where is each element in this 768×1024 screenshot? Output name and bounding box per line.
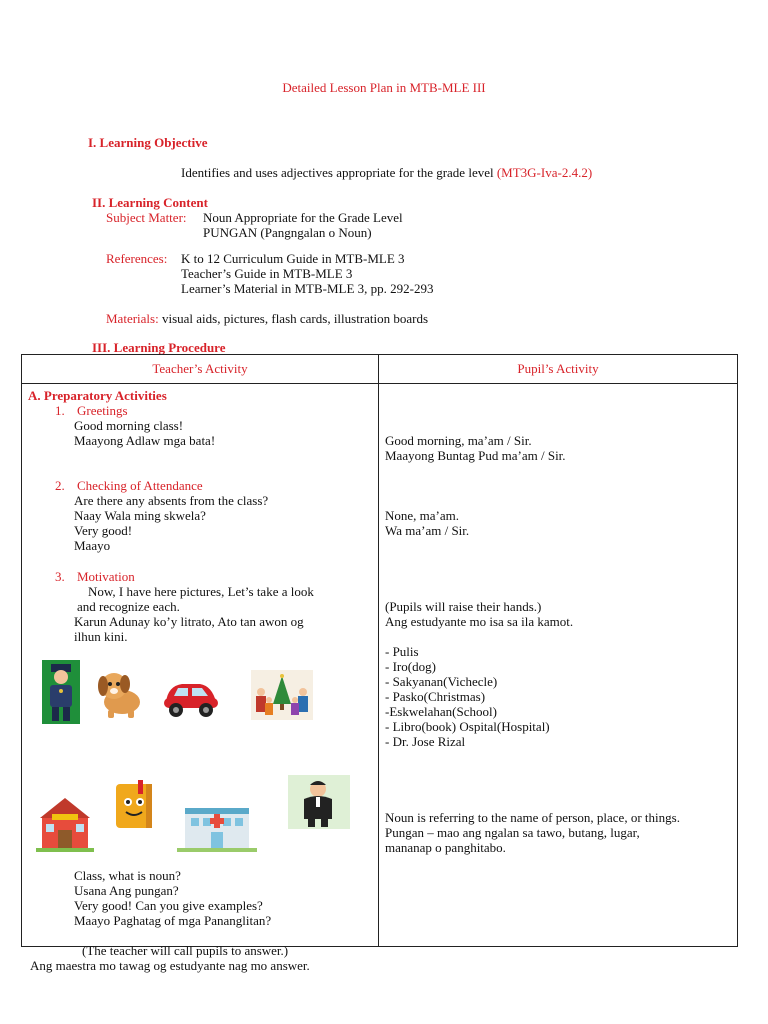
pupil-line: Ang estudyante mo isa sa ila kamot. (385, 614, 574, 629)
pupil-list-item: - Pulis (385, 644, 419, 659)
teacher-line: and recognize each. (77, 599, 180, 614)
materials-line (106, 311, 428, 326)
reference-line: Learner’s Material in MTB-MLE 3, pp. 292-293 (181, 281, 434, 296)
teacher-line: Maayong Adlaw mga bata! (74, 433, 216, 448)
pupil-activity-cell (379, 384, 738, 947)
subject-label: Subject Matter: (106, 210, 187, 225)
objective-heading: I. Learning Objective (88, 135, 208, 150)
motivation-label: Motivation (77, 569, 135, 584)
objective-code: (MT3G-Iva-2.4.2) (496, 165, 593, 180)
dog-picture (92, 666, 148, 720)
pupil-line: mananap o panghitabo. (385, 840, 506, 855)
pupil-column-header: Pupil’s Activity (379, 355, 738, 384)
reference-line: Teacher’s Guide in MTB-MLE 3 (181, 266, 353, 281)
teacher-line: Very good! Can you give examples? (74, 898, 263, 913)
subject-line: Noun Appropriate for the Grade Level (203, 210, 403, 225)
attendance-number: 2. (55, 478, 65, 493)
teacher-line: Are there any absents from the class? (74, 493, 269, 508)
pupil-line: Noun is referring to the name of person, place, or things. (385, 810, 680, 825)
school-picture (36, 796, 94, 852)
teacher-activity-cell (22, 384, 379, 973)
pupil-list-item: - Sakyanan(Vichecle) (385, 674, 498, 689)
pupil-list-item: - Pasko(Christmas) (385, 689, 486, 704)
procedure-table (21, 354, 738, 973)
objective-line (181, 165, 592, 180)
objective-text: Identifies and uses adjectives appropriate for the grade level (181, 165, 497, 180)
materials-label: Materials: (106, 311, 159, 326)
greetings-number: 1. (55, 403, 65, 418)
content-heading: II. Learning Content (92, 195, 208, 210)
teacher-line: Maayo (74, 538, 111, 553)
teacher-line: Naay Wala ming skwela? (74, 508, 206, 523)
pupil-list-item: - Iro(dog) (385, 659, 436, 674)
procedure-heading: III. Learning Procedure (92, 340, 226, 355)
police-officer-picture (42, 660, 80, 724)
pupil-line: (Pupils will raise their hands.) (385, 599, 542, 614)
materials-text: visual aids, pictures, flash cards, illustration boards (161, 311, 429, 326)
attendance-label: Checking of Attendance (77, 478, 203, 493)
pupil-list-item: -Eskwelahan(School) (385, 704, 497, 719)
red-car-picture (160, 674, 220, 718)
jose-rizal-picture (288, 775, 350, 829)
pupil-line: Maayong Buntag Pud ma’am / Sir. (385, 448, 566, 463)
teacher-line: Now, I have here pictures, Let’s take a look (88, 584, 314, 599)
subject-line: PUNGAN (Pangngalan o Noun) (203, 225, 372, 240)
pupil-list-item: - Libro(book) Ospital(Hospital) (385, 719, 550, 734)
teacher-line: Good morning class! (74, 418, 184, 433)
teacher-line: Very good! (74, 523, 133, 538)
pupil-list-item: - Dr. Jose Rizal (385, 734, 466, 749)
christmas-family-picture (251, 670, 313, 720)
teacher-line: Ang maestra mo tawag og estudyante nag mo answer. (30, 958, 310, 973)
hospital-picture (177, 804, 257, 852)
pupil-line: Pungan – mao ang ngalan sa tawo, butang, lugar, (385, 825, 640, 840)
motivation-number: 3. (55, 569, 65, 584)
teacher-line: Class, what is noun? (74, 868, 181, 883)
pupil-line: None, ma’am. (385, 508, 460, 523)
pupil-line: Wa ma’am / Sir. (385, 523, 470, 538)
teacher-line: (The teacher will call pupils to answer.) (82, 943, 289, 958)
teacher-line: Usana Ang pungan? (74, 883, 179, 898)
reference-line: K to 12 Curriculum Guide in MTB-MLE 3 (181, 251, 405, 266)
pupil-line: Good morning, ma’am / Sir. (385, 433, 532, 448)
teacher-line: ilhun kini. (74, 629, 128, 644)
book-picture (112, 780, 158, 832)
references-label: References: (106, 251, 168, 266)
teacher-line: Karun Adunay ko’y litrato, Ato tan awon og (74, 614, 304, 629)
teacher-line: Maayo Paghatag of mga Pananglitan? (74, 913, 272, 928)
page-title: Detailed Lesson Plan in MTB-MLE III (282, 80, 486, 95)
section-a-heading: A. Preparatory Activities (28, 388, 167, 403)
teacher-column-header: Teacher’s Activity (22, 355, 379, 384)
greetings-label: Greetings (77, 403, 128, 418)
